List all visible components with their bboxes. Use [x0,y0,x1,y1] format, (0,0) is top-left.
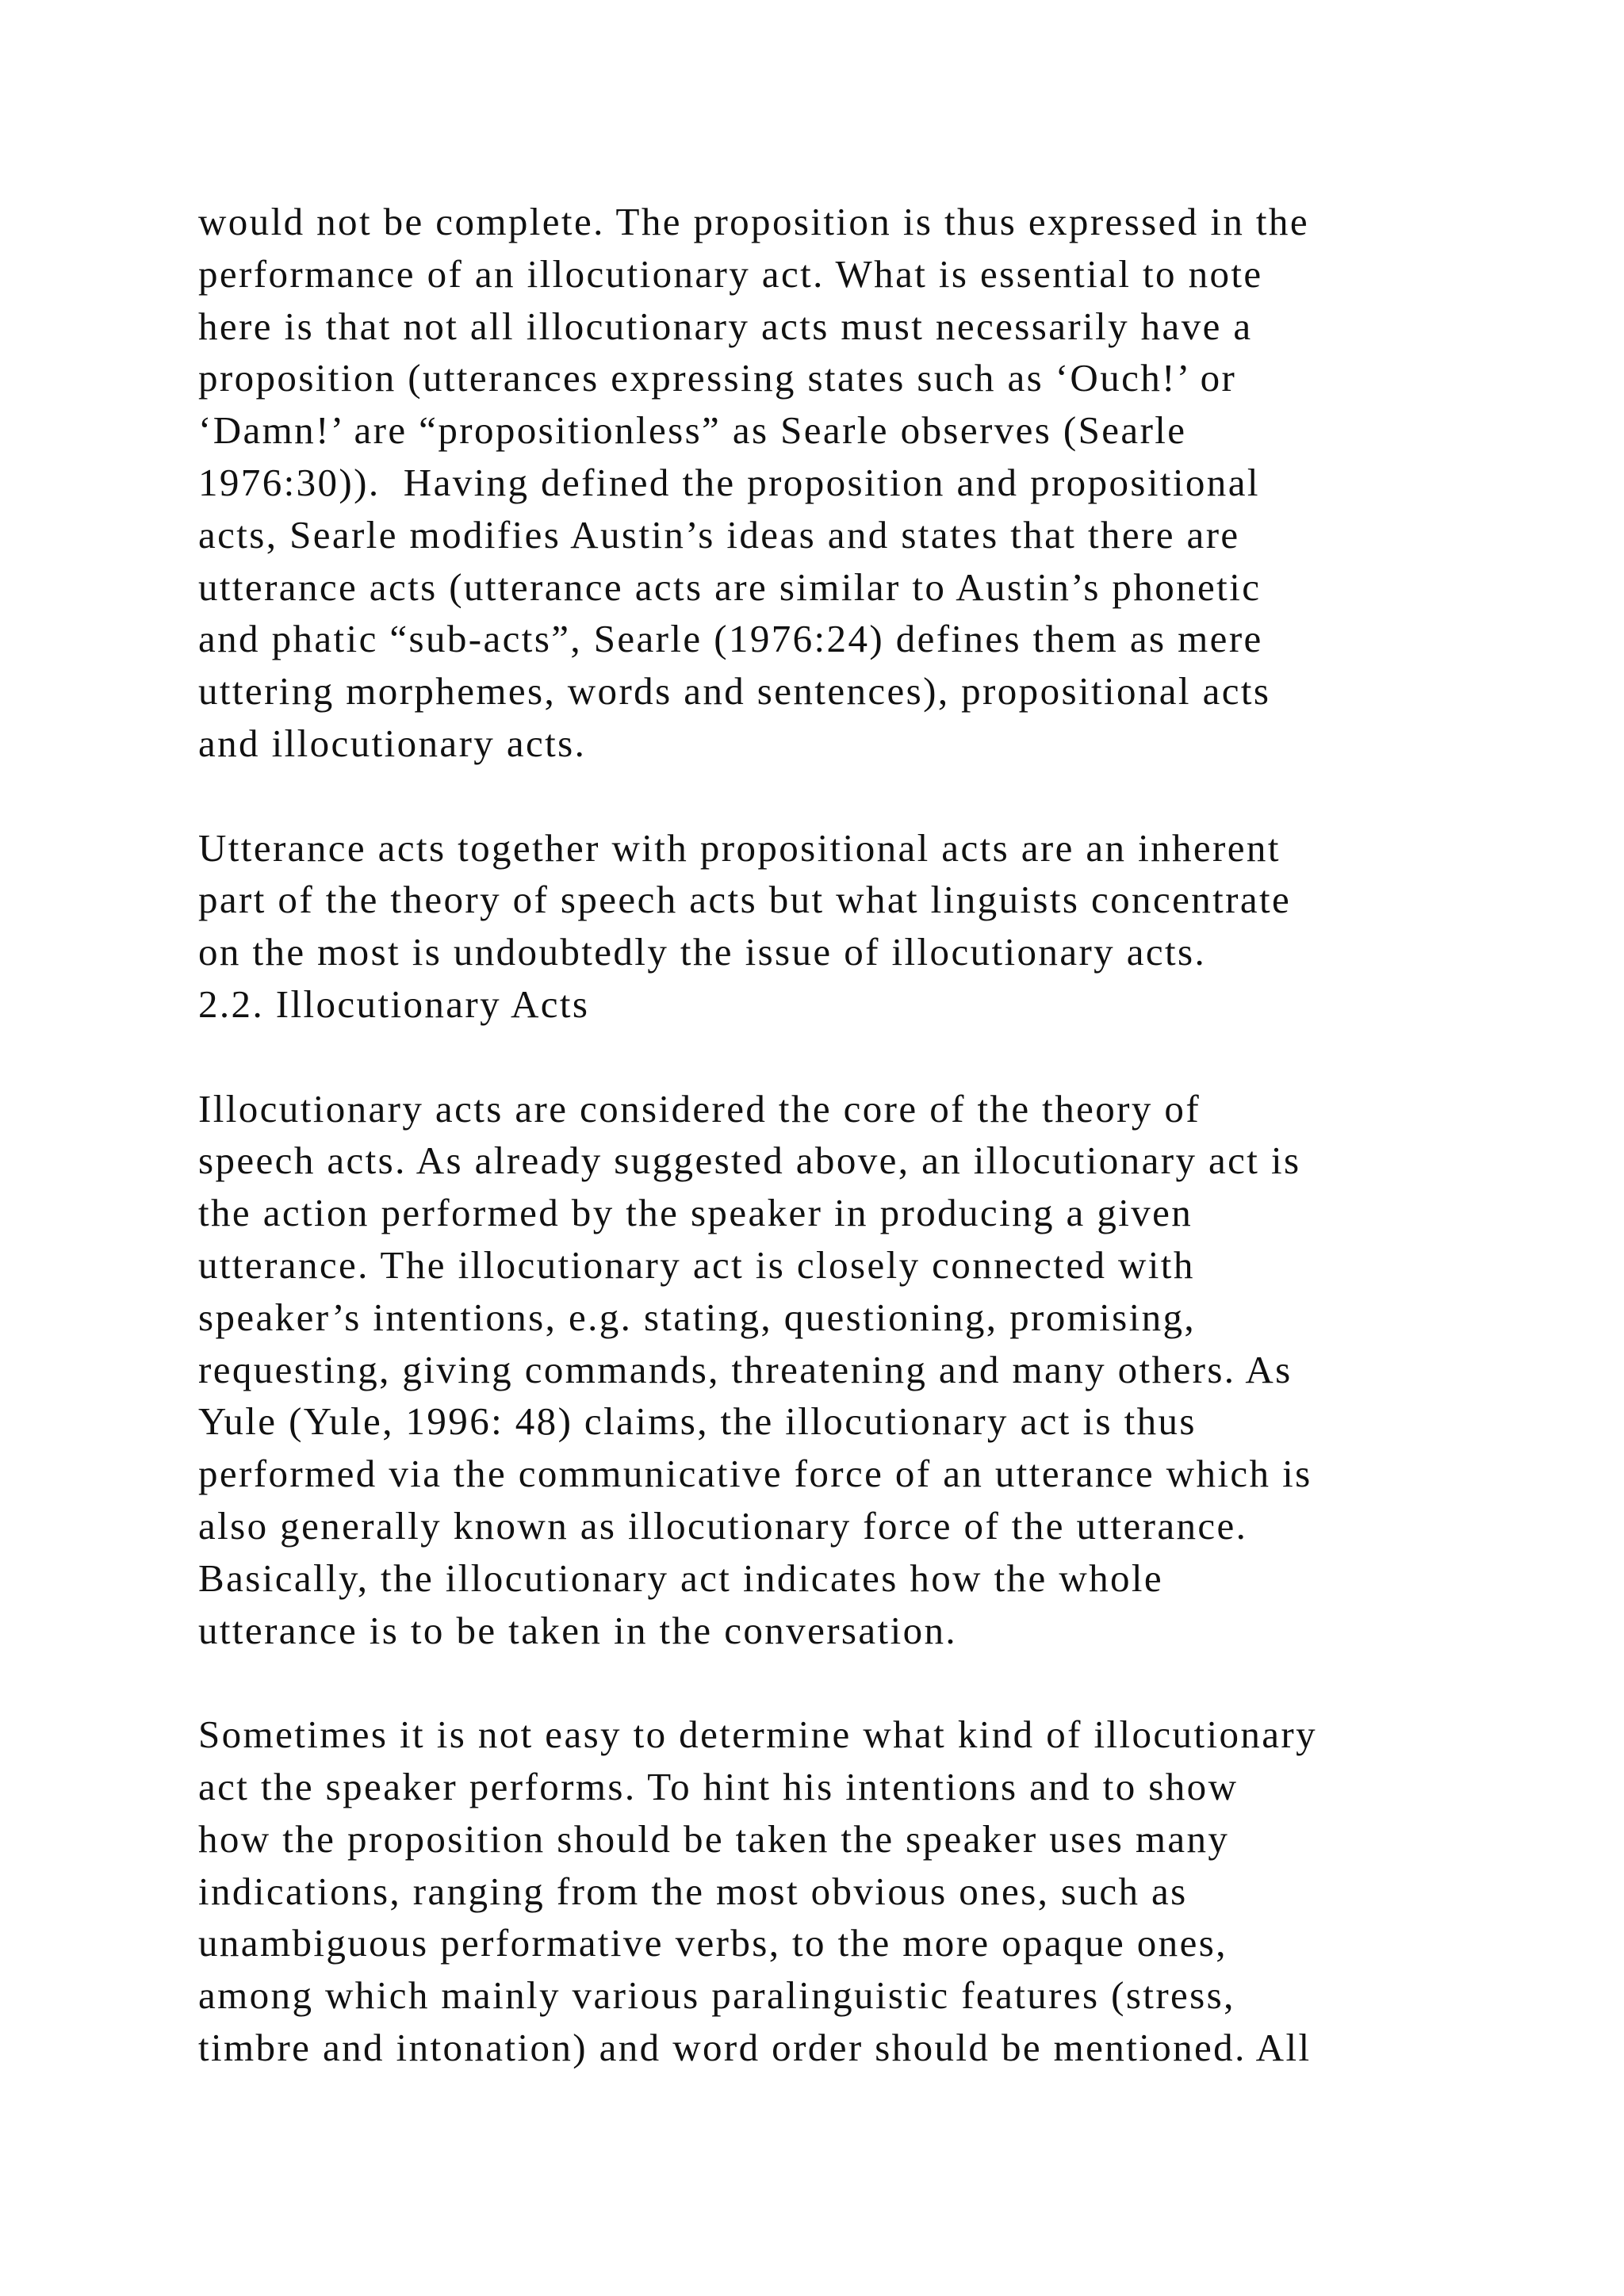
text-line: among which mainly various paralinguistic features (stress, [198,1973,1235,2018]
text-line: proposition (utterances expressing states such as ‘Ouch!’ or [198,356,1237,400]
text-line: requesting, giving commands, threatening and many others. As [198,1347,1293,1391]
text-line: performance of an illocutionary act. What is essential to note [198,251,1263,296]
text-line: speaker’s intentions, e.g. stating, questioning, promising, [198,1295,1197,1339]
text-line: Illocutionary acts are considered the core of the theory of [198,1086,1201,1131]
blank-line [198,770,1546,822]
text-line: on the most is undoubtedly the issue of illocutionary acts. [198,930,1207,974]
blank-line [198,1031,1546,1083]
text-line: unambiguous performative verbs, to the more opaque ones, [198,1921,1228,1965]
text-line: act the speaker performs. To hint his intentions and to show [198,1764,1239,1808]
text-line: how the proposition should be taken the speaker uses many [198,1816,1230,1861]
text-line: acts, Searle modifies Austin’s ideas and states that there are [198,512,1240,557]
text-line: performed via the communicative force of an utterance which is [198,1452,1312,1496]
text-line: utterance is to be taken in the conversation. [198,1608,958,1652]
text-line: here is that not all illocutionary acts must necessarily have a [198,304,1253,348]
text-line: 1976:30)). Having defined the proposition and propositional [198,460,1260,504]
text-line: Yule (Yule, 1996: 48) claims, the illocutionary act is thus [198,1399,1197,1444]
text-line: utterance. The illocutionary act is closely connected with [198,1242,1195,1287]
text-line: uttering morphemes, words and sentences), propositional acts [198,669,1271,714]
text-line: and phatic “sub-acts”, Searle (1976:24) defines them as mere [198,617,1263,661]
text-line: timbre and intonation) and word order should be mentioned. All [198,2025,1312,2069]
text-line: Basically, the illocutionary act indicates how the whole [198,1556,1164,1600]
text-line: also generally known as illocutionary force of the utterance. [198,1503,1248,1548]
text-line: the action performed by the speaker in producing a given [198,1191,1193,1235]
text-line: speech acts. As already suggested above, an illocutionary act is [198,1138,1301,1183]
text-line: Utterance acts together with propositional acts are an inherent [198,825,1281,870]
text-line: ‘Damn!’ are “propositionless” as Searle observes (Searle [198,408,1187,453]
text-line: Sometimes it is not easy to determine what kind of illocutionary [198,1712,1318,1757]
text-line: indications, ranging from the most obvious ones, such as [198,1869,1188,1913]
blank-line [198,1656,1546,1709]
text-line: and illocutionary acts. [198,721,587,765]
text-line: part of the theory of speech acts but what linguists concentrate [198,878,1292,922]
section-heading: 2.2. Illocutionary Acts [198,982,590,1026]
text-line: utterance acts (utterance acts are similar to Austin’s phonetic [198,564,1262,609]
body-text [198,196,1546,2074]
text-line: would not be complete. The proposition is thus expressed in the [198,200,1309,243]
